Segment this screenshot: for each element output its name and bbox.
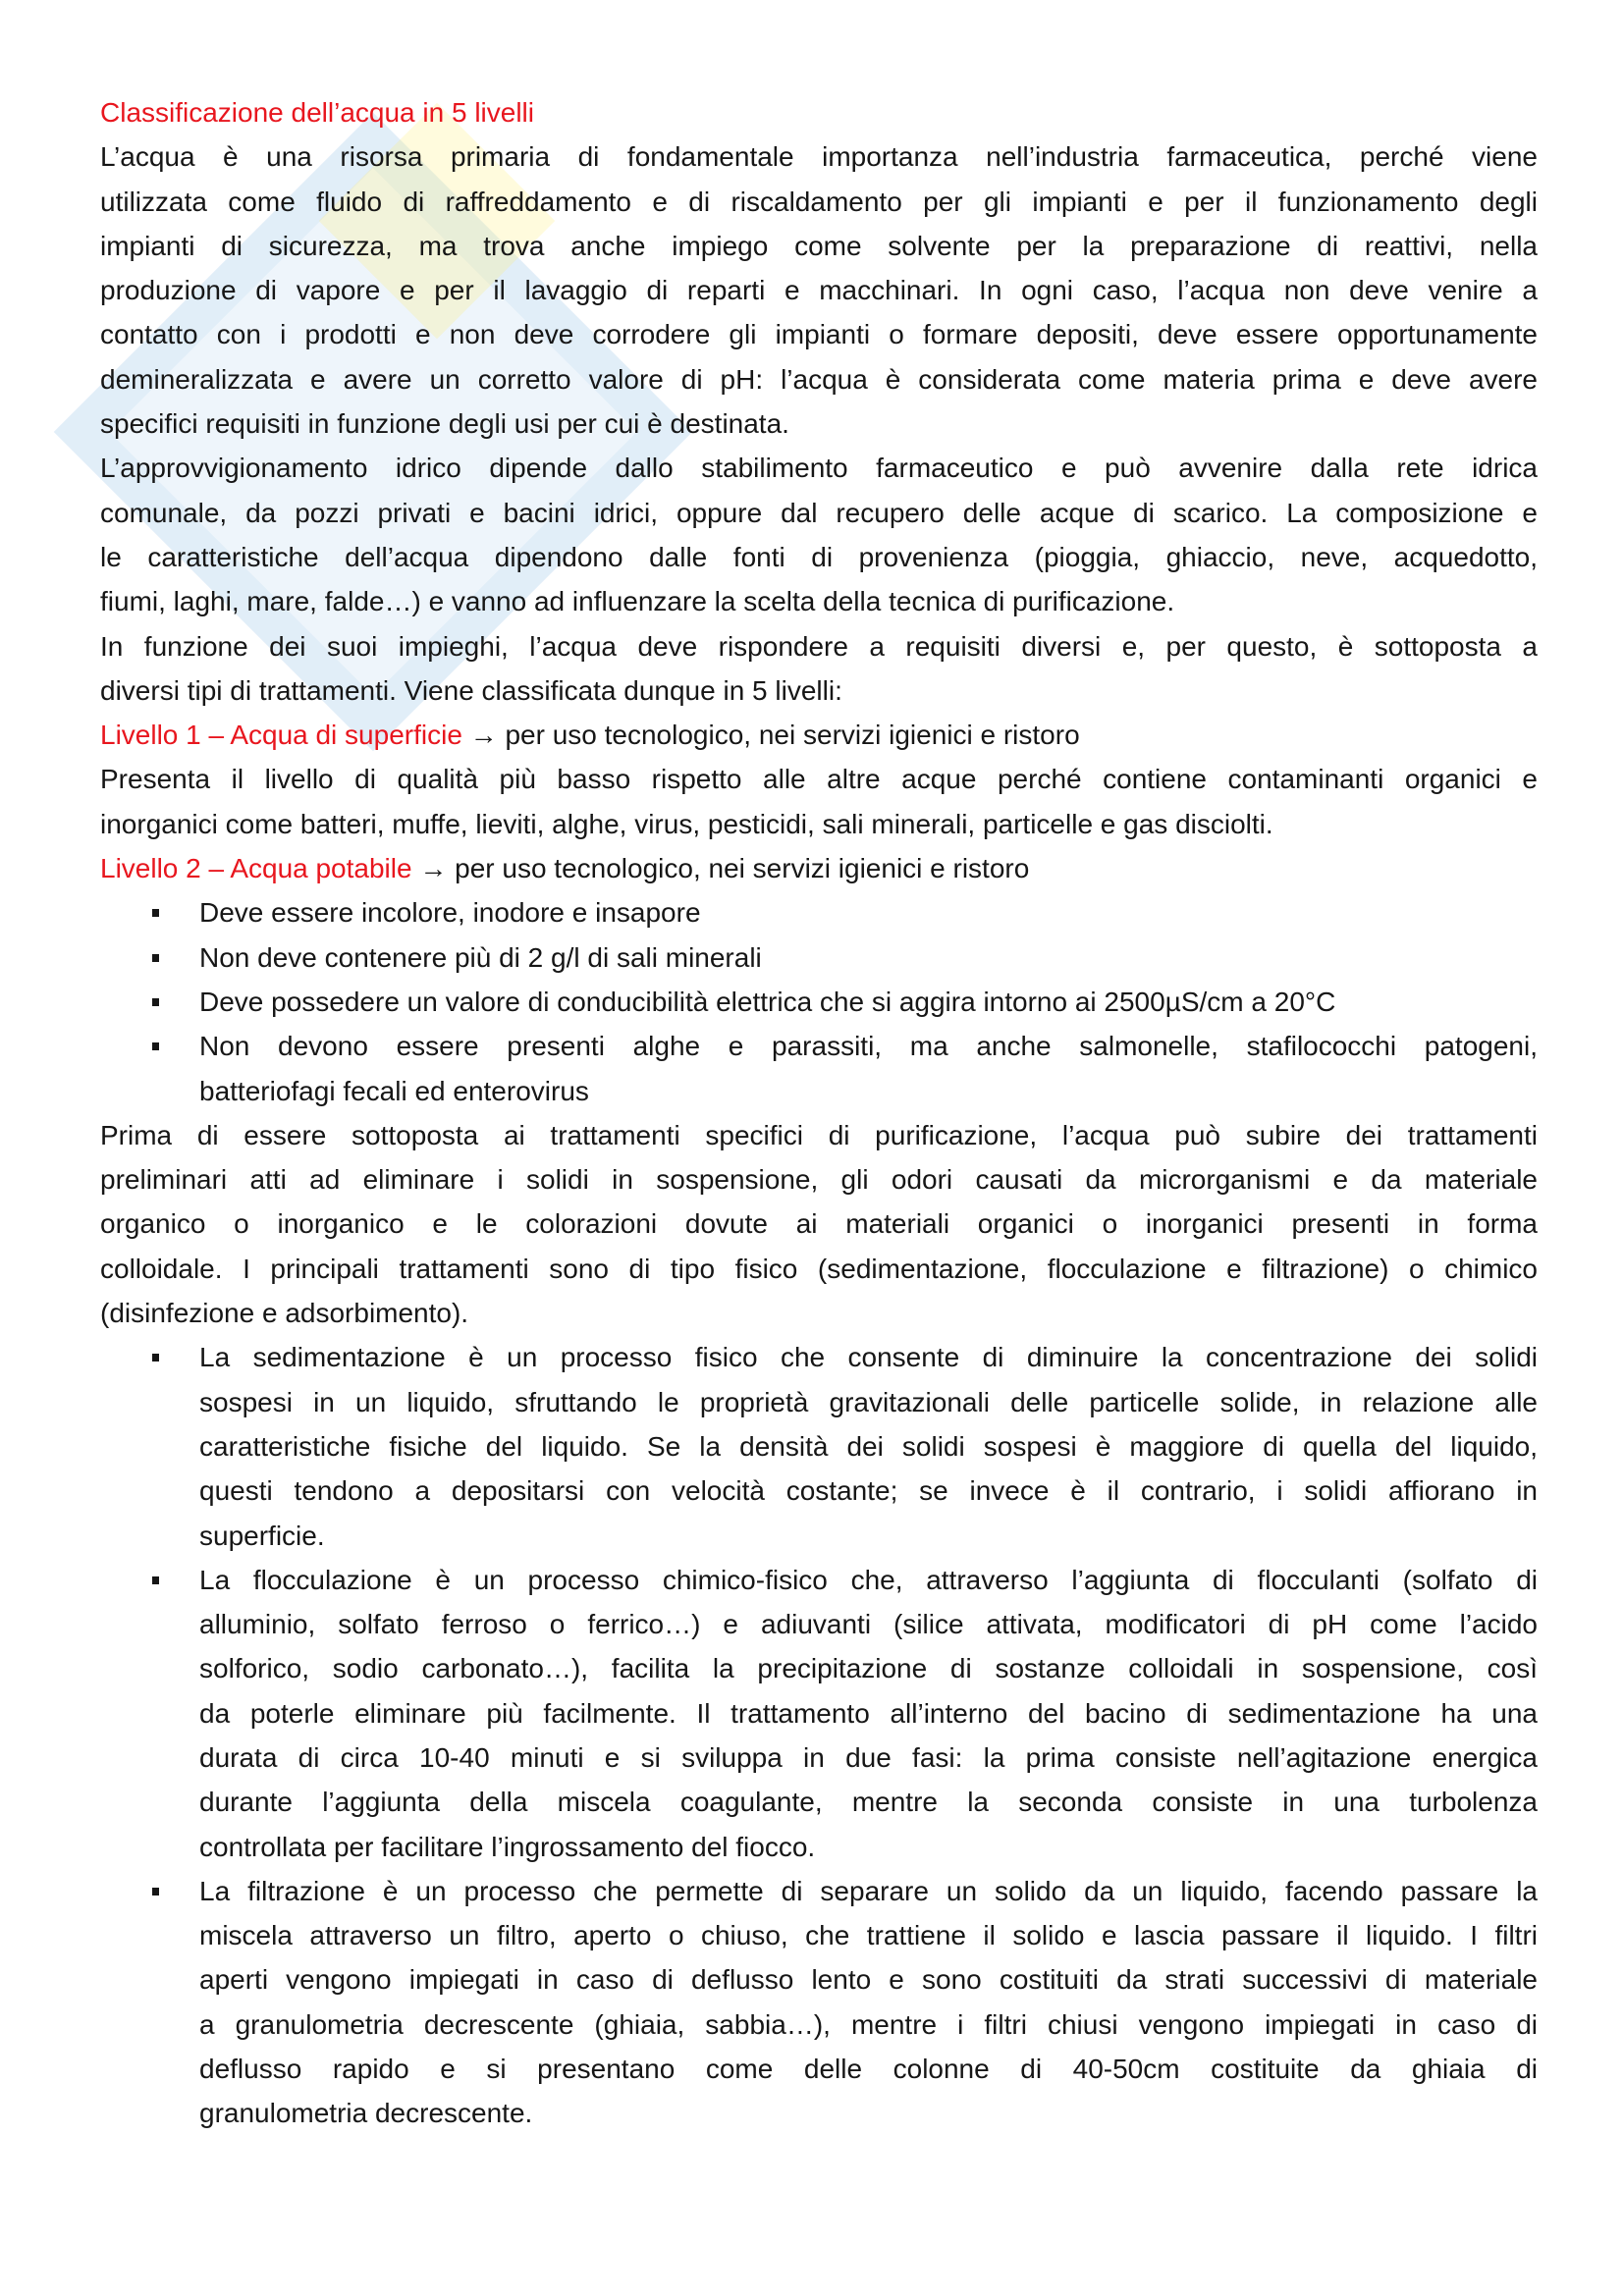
text-line: Prima di essere sottoposta ai trattamenti specifici di purificazione, l’acqua può subire dei trattamenti [100, 1119, 1538, 1150]
text-line: batteriofagi fecali ed enterovirus [199, 1075, 589, 1106]
text-line: La filtrazione è un processo che permette di separare un solido da un liquido, facendo passare la [199, 1875, 1538, 1906]
text-line: In funzione dei suoi impieghi, l’acqua deve rispondere a requisiti diversi e, per questo, è sottoposta a [100, 630, 1538, 662]
level-usage: → per uso tecnologico, nei servizi igienici e ristoro [411, 853, 1030, 884]
text-line: fiumi, laghi, mare, falde…) e vanno ad influenzare la scelta della tecnica di purificazione. [100, 586, 1175, 617]
text-line: granulometria decrescente. [199, 2098, 533, 2129]
level-heading [100, 713, 1538, 757]
text-line: alluminio, solfato ferroso o ferrico…) e adiuvanti (silice attivata, modificatori di pH come l’acido [199, 1609, 1538, 1640]
text-line: organico o inorganico e le colorazioni dovute ai materiali organici o inorganici presenti in forma [100, 1208, 1538, 1240]
text-line: utilizzata come fluido di raffreddamento e di riscaldamento per gli impianti e per il funzionamento degli [100, 186, 1538, 217]
text-line: questi tendono a depositarsi con velocità costante; se invece è il contrario, i solidi affiorano in [199, 1475, 1538, 1507]
bullet-square-icon [152, 1888, 159, 1896]
text-line: produzione di vapore e per il lavaggio di reparti e macchinari. In ogni caso, l’acqua non deve venire a [100, 275, 1538, 306]
bullet-item [100, 1869, 1538, 2136]
bullet-item [100, 1024, 1538, 1113]
text-line: La flocculazione è un processo chimico-fisico che, attraverso l’aggiunta di flocculanti (solfato di [199, 1564, 1538, 1595]
text-line: caratteristiche fisiche del liquido. Se la densità dei solidi sospesi è maggiore di quella del liquido, [199, 1430, 1538, 1462]
text-line: aperti vengono impiegati in caso di deflusso lento e sono costituiti da strati successivi di materiale [199, 1964, 1538, 1996]
level-label: Livello 2 – Acqua potabile [100, 853, 412, 884]
bullet-square-icon [152, 909, 159, 917]
text-line: preliminari atti ad eliminare i solidi in sospensione, gli odori causati da microrganismi e da materiale [100, 1164, 1538, 1196]
text-line: durante l’aggiunta della miscela coagulante, mentre la seconda consiste in una turbolenza [199, 1787, 1538, 1818]
bullet-square-icon [152, 1576, 159, 1584]
bullet-item [100, 1558, 1538, 1869]
text-line: specifici requisiti in funzione degli usi per cui è destinata. [100, 408, 789, 440]
level-heading [100, 846, 1538, 890]
text-line: contatto con i prodotti e non deve corrodere gli impianti o formare depositi, deve essere opportunamente [100, 319, 1538, 350]
paragraph [100, 757, 1538, 846]
text-line: da poterle eliminare più facilmente. Il trattamento all’interno del bacino di sedimentazione ha una [199, 1697, 1538, 1729]
bullet-item [100, 1335, 1538, 1557]
section-title: Classificazione dell’acqua in 5 livelli [100, 97, 534, 128]
paragraph [100, 1113, 1538, 1335]
level-label: Livello 1 – Acqua di superficie [100, 720, 462, 751]
text-line: Deve possedere un valore di conducibilità elettrica che si aggira intorno ai 2500µS/cm a 20°C [199, 986, 1336, 1017]
bullet-item [100, 980, 1538, 1024]
text-line: superficie. [199, 1520, 325, 1551]
bullet-item [100, 935, 1538, 980]
text-line: Presenta il livello di qualità più basso rispetto alle altre acque perché contiene contaminanti organici e [100, 764, 1538, 795]
bullet-square-icon [152, 1354, 159, 1362]
text-line: L’approvvigionamento idrico dipende dallo stabilimento farmaceutico e può avvenire dalla rete idrica [100, 453, 1538, 484]
text-line: Non deve contenere più di 2 g/l di sali minerali [199, 941, 762, 973]
text-line: demineralizzata e avere un corretto valore di pH: l’acqua è considerata come materia prima e deve avere [100, 363, 1538, 395]
text-line: le caratteristiche dell’acqua dipendono dalle fonti di provenienza (pioggia, ghiaccio, neve, acquedotto, [100, 541, 1538, 572]
text-line: miscela attraverso un filtro, aperto o chiuso, che trattiene il solido e lascia passare il liquido. I filtri [199, 1920, 1538, 1951]
text-line: deflusso rapido e si presentano come delle colonne di 40-50cm costituite da ghiaia di [199, 2054, 1538, 2085]
text-line: comunale, da pozzi privati e bacini idrici, oppure dal recupero delle acque di scarico. La composizione e [100, 497, 1538, 528]
bullet-square-icon [152, 998, 159, 1006]
bullet-square-icon [152, 954, 159, 962]
text-line: inorganici come batteri, muffe, lieviti, alghe, virus, pesticidi, sali minerali, particelle e gas disciolti. [100, 808, 1273, 839]
text-line: La sedimentazione è un processo fisico che consente di diminuire la concentrazione dei solidi [199, 1342, 1538, 1373]
paragraph [100, 446, 1538, 623]
text-line: a granulometria decrescente (ghiaia, sabbia…), mentre i filtri chiusi vengono impiegati in caso di [199, 2008, 1538, 2040]
bullet-item [100, 890, 1538, 934]
paragraph [100, 624, 1538, 714]
text-line: impianti di sicurezza, ma trova anche impiego come solvente per la preparazione di reattivi, nella [100, 230, 1538, 261]
text-line: L’acqua è una risorsa primaria di fondamentale importanza nell’industria farmaceutica, perché viene [100, 141, 1538, 173]
paragraph [100, 134, 1538, 446]
bullet-square-icon [152, 1042, 159, 1050]
level-usage: → per uso tecnologico, nei servizi igienici e ristoro [461, 720, 1080, 751]
text-line: diversi tipi di trattamenti. Viene classificata dunque in 5 livelli: [100, 674, 842, 706]
text-line: (disinfezione e adsorbimento). [100, 1298, 469, 1329]
text-line: solforico, sodio carbonato…), facilita la precipitazione di sostanze colloidali in sospensione, così [199, 1653, 1538, 1684]
text-line: controllata per facilitare l’ingrossamento del fiocco. [199, 1831, 816, 1862]
text-line: Deve essere incolore, inodore e insapore [199, 897, 701, 929]
text-line: sospesi in un liquido, sfruttando le proprietà gravitazionali delle particelle solide, in relazione alle [199, 1386, 1538, 1417]
text-line: Non devono essere presenti alghe e parassiti, ma anche salmonelle, stafilococchi patogeni, [199, 1031, 1538, 1062]
text-line: durata di circa 10-40 minuti e si sviluppa in due fasi: la prima consiste nell’agitazione energica [199, 1741, 1538, 1773]
document-page [100, 90, 1538, 2136]
text-line: colloidale. I principali trattamenti sono di tipo fisico (sedimentazione, flocculazione e filtrazione) o chimico [100, 1253, 1538, 1284]
